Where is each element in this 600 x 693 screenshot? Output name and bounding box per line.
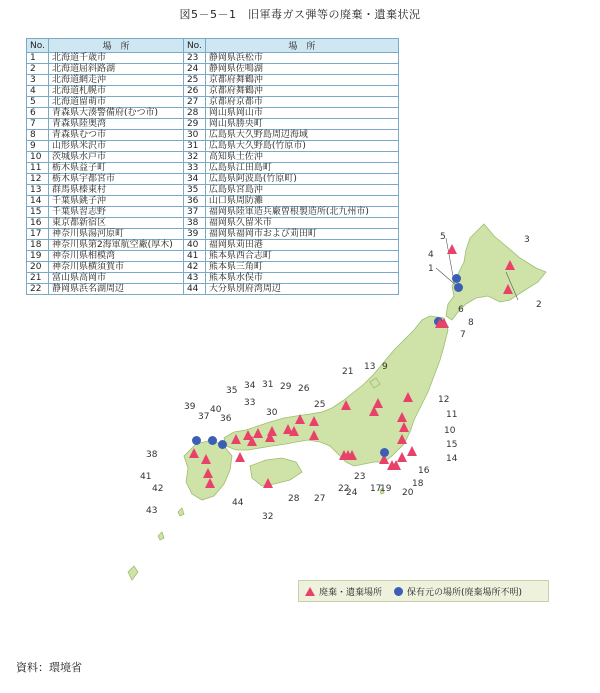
marker-number-label: 25 [314, 400, 326, 410]
left-place: 栃木県益子町 [48, 163, 183, 174]
disposal-site-marker [309, 416, 319, 426]
right-number: 33 [183, 163, 205, 174]
holding-site-marker [454, 283, 463, 292]
disposal-site-marker [231, 434, 241, 444]
right-place: 広島県阿波島(竹原町) [205, 174, 398, 185]
left-place: 北海道網走沖 [48, 75, 183, 86]
header-no-left: No. [27, 39, 49, 53]
table-row [27, 152, 399, 163]
holding-site-marker [218, 440, 227, 449]
disposal-site-marker [235, 452, 245, 462]
marker-number-label: 11 [446, 410, 458, 420]
right-number: 40 [183, 240, 205, 251]
marker-number-label: 9 [382, 362, 388, 372]
right-place: 高知県土佐沖 [205, 152, 398, 163]
left-place: 千葉県銚子沖 [48, 196, 183, 207]
location-table [26, 38, 399, 295]
marker-number-label: 37 [198, 412, 210, 422]
disposal-site-marker [265, 432, 275, 442]
table-row [27, 218, 399, 229]
header-place-left: 場 所 [48, 39, 183, 53]
disposal-site-marker [505, 260, 515, 270]
right-number: 27 [183, 97, 205, 108]
marker-number-label: 38 [146, 450, 158, 460]
figure-title: 図5－5－1 旧軍毒ガス弾等の廃棄・遺棄状況 [179, 8, 421, 21]
left-number: 19 [27, 251, 49, 262]
disposal-site-marker [369, 406, 379, 416]
marker-number-label: 19 [380, 484, 392, 494]
left-number: 6 [27, 108, 49, 119]
table-row [27, 64, 399, 75]
marker-number-label: 22 [338, 484, 350, 494]
left-place: 栃木県宇都宮市 [48, 174, 183, 185]
left-place: 青森県陸奥湾 [48, 119, 183, 130]
disposal-site-marker [309, 430, 319, 440]
disposal-site-marker [295, 414, 305, 424]
table-row [27, 108, 399, 119]
table-row [27, 163, 399, 174]
right-place: 広島県大久野島周辺海域 [205, 130, 398, 141]
left-place: 神奈川県相模湾 [48, 251, 183, 262]
marker-number-label: 29 [280, 382, 292, 392]
left-place: 千葉県習志野 [48, 207, 183, 218]
left-place: 静岡県浜名湖周辺 [48, 284, 183, 295]
marker-number-label: 15 [446, 440, 458, 450]
right-number: 37 [183, 207, 205, 218]
left-place: 東京都新宿区 [48, 218, 183, 229]
disposal-site-marker [341, 400, 351, 410]
marker-number-label: 2 [536, 300, 542, 310]
left-place: 神奈川県湯河原町 [48, 229, 183, 240]
legend-disposal-label: 廃棄・遺棄場所 [319, 587, 383, 598]
right-number: 28 [183, 108, 205, 119]
left-place: 富山県高岡市 [48, 273, 183, 284]
right-number: 26 [183, 86, 205, 97]
marker-number-label: 23 [354, 472, 366, 482]
left-place: 青森県むつ市 [48, 130, 183, 141]
holding-site-marker [192, 436, 201, 445]
disposal-site-marker [397, 434, 407, 444]
marker-number-label: 43 [146, 506, 158, 516]
table-row [27, 196, 399, 207]
right-number: 35 [183, 185, 205, 196]
right-place: 山口県周防灘 [205, 196, 398, 207]
amami-island [158, 532, 164, 540]
marker-number-label: 1 [428, 264, 434, 274]
right-place: 福岡県陸軍造兵廠曽根製造所(北九州市) [205, 207, 398, 218]
right-number: 34 [183, 174, 205, 185]
right-place: 広島県大久野島(竹原市) [205, 141, 398, 152]
table-row [27, 119, 399, 130]
right-number: 38 [183, 218, 205, 229]
holding-site-marker [452, 274, 461, 283]
holding-site-marker [208, 436, 217, 445]
disposal-site-marker [403, 392, 413, 402]
marker-number-label: 18 [412, 479, 424, 489]
marker-number-label: 44 [232, 498, 244, 508]
left-number: 14 [27, 196, 49, 207]
marker-number-label: 13 [364, 362, 376, 372]
marker-number-label: 7 [460, 330, 466, 340]
disposal-site-marker [263, 478, 273, 488]
table-row [27, 251, 399, 262]
shikoku [250, 458, 302, 486]
left-number: 2 [27, 64, 49, 75]
table-row [27, 174, 399, 185]
disposal-site-marker [203, 468, 213, 478]
left-place: 群馬県榛東村 [48, 185, 183, 196]
left-number: 4 [27, 86, 49, 97]
marker-number-label: 16 [418, 466, 430, 476]
right-number: 31 [183, 141, 205, 152]
right-place: 京都府舞鶴沖 [205, 86, 398, 97]
disposal-site-marker [397, 412, 407, 422]
left-number: 5 [27, 97, 49, 108]
honshu [224, 316, 448, 466]
right-number: 43 [183, 273, 205, 284]
table-row [27, 86, 399, 97]
left-number: 3 [27, 75, 49, 86]
marker-number-label: 42 [152, 484, 164, 494]
disposal-site-marker [391, 460, 401, 470]
right-place: 熊本県三角町 [205, 262, 398, 273]
right-place: 京都府舞鶴沖 [205, 75, 398, 86]
marker-number-label: 30 [266, 408, 278, 418]
left-number: 11 [27, 163, 49, 174]
table-row [27, 185, 399, 196]
left-number: 7 [27, 119, 49, 130]
left-place: 茨城県水戸市 [48, 152, 183, 163]
marker-number-label: 17 [370, 484, 382, 494]
left-number: 1 [27, 53, 49, 64]
marker-number-label: 21 [342, 367, 354, 377]
disposal-site-marker [189, 448, 199, 458]
marker-number-label: 31 [262, 380, 274, 390]
right-place: 広島県江田島町 [205, 163, 398, 174]
marker-number-label: 14 [446, 454, 458, 464]
right-number: 30 [183, 130, 205, 141]
marker-number-label: 26 [298, 384, 310, 394]
marker-number-label: 27 [314, 494, 326, 504]
header-no-right: No. [183, 39, 205, 53]
right-place: 大分県別府湾周辺 [205, 284, 398, 295]
table-header-row [27, 39, 399, 53]
right-number: 36 [183, 196, 205, 207]
circle-marker-icon [394, 587, 403, 596]
table-row [27, 284, 399, 295]
marker-number-label: 32 [262, 512, 274, 522]
right-place: 静岡県佐鳴湖 [205, 64, 398, 75]
right-place: 熊本県水俣市 [205, 273, 398, 284]
left-number: 13 [27, 185, 49, 196]
triangle-marker-icon [305, 587, 315, 596]
table-row [27, 130, 399, 141]
right-place: 岡山県岡山市 [205, 108, 398, 119]
table-row [27, 229, 399, 240]
source-note: 資料：環境省 [16, 661, 82, 674]
right-place: 福岡県苅田港 [205, 240, 398, 251]
right-number: 41 [183, 251, 205, 262]
header-place-right: 場 所 [205, 39, 398, 53]
left-number: 12 [27, 174, 49, 185]
tanegashima-island [178, 508, 184, 516]
okinawa [128, 566, 138, 580]
right-place: 静岡県浜松市 [205, 53, 398, 64]
disposal-site-marker [205, 478, 215, 488]
right-number: 44 [183, 284, 205, 295]
right-place: 岡山県勝央町 [205, 119, 398, 130]
marker-number-label: 10 [444, 426, 456, 436]
right-number: 32 [183, 152, 205, 163]
right-number: 23 [183, 53, 205, 64]
marker-number-label: 35 [226, 386, 238, 396]
left-place: 北海道留萌市 [48, 97, 183, 108]
marker-number-label: 12 [438, 395, 450, 405]
left-place: 青森県大湊警備府(むつ市) [48, 108, 183, 119]
marker-number-label: 3 [524, 235, 530, 245]
right-number: 25 [183, 75, 205, 86]
left-number: 8 [27, 130, 49, 141]
left-number: 21 [27, 273, 49, 284]
table-row [27, 141, 399, 152]
legend-holding-label: 保有元の場所(廃棄場所不明) [407, 587, 523, 598]
right-place: 福岡県久留米市 [205, 218, 398, 229]
marker-number-label: 40 [210, 405, 222, 415]
left-number: 9 [27, 141, 49, 152]
right-number: 42 [183, 262, 205, 273]
marker-number-label: 24 [346, 488, 358, 498]
left-number: 15 [27, 207, 49, 218]
disposal-site-marker [399, 422, 409, 432]
marker-number-label: 4 [428, 250, 434, 260]
left-number: 16 [27, 218, 49, 229]
map-legend [298, 580, 549, 602]
right-number: 29 [183, 119, 205, 130]
marker-number-label: 36 [220, 414, 232, 424]
left-place: 神奈川県第2海軍航空廠(厚木) [48, 240, 183, 251]
table-row [27, 207, 399, 218]
marker-number-label: 20 [402, 488, 414, 498]
left-place: 山形県米沢市 [48, 141, 183, 152]
table-row [27, 273, 399, 284]
right-place: 広島県宮島沖 [205, 185, 398, 196]
disposal-site-marker [243, 430, 253, 440]
disposal-site-marker [283, 424, 293, 434]
disposal-site-marker [407, 446, 417, 456]
disposal-site-marker [503, 284, 513, 294]
right-number: 39 [183, 229, 205, 240]
table-row [27, 240, 399, 251]
disposal-site-marker [347, 450, 357, 460]
left-number: 10 [27, 152, 49, 163]
marker-number-label: 41 [140, 472, 152, 482]
left-place: 北海道千歳市 [48, 53, 183, 64]
right-place: 福岡県福岡市および苅田町 [205, 229, 398, 240]
location-table-body [27, 53, 399, 295]
left-number: 22 [27, 284, 49, 295]
disposal-site-marker [447, 244, 457, 254]
disposal-site-marker [201, 454, 211, 464]
table-row [27, 75, 399, 86]
left-number: 18 [27, 240, 49, 251]
left-place: 北海道屈斜路湖 [48, 64, 183, 75]
holding-site-marker [380, 448, 389, 457]
table-row [27, 262, 399, 273]
marker-number-label: 33 [244, 398, 256, 408]
right-place: 熊本県西合志町 [205, 251, 398, 262]
right-place: 京都府京都市 [205, 97, 398, 108]
left-place: 北海道札幌市 [48, 86, 183, 97]
marker-number-label: 34 [244, 381, 256, 391]
table-row [27, 97, 399, 108]
left-number: 20 [27, 262, 49, 273]
left-number: 17 [27, 229, 49, 240]
left-place: 神奈川県横須賀市 [48, 262, 183, 273]
marker-number-label: 28 [288, 494, 300, 504]
marker-number-label: 8 [468, 318, 474, 328]
right-number: 24 [183, 64, 205, 75]
disposal-site-marker [439, 318, 449, 328]
marker-number-label: 5 [440, 232, 446, 242]
marker-number-label: 6 [458, 305, 464, 315]
marker-number-label: 39 [184, 402, 196, 412]
table-row [27, 53, 399, 64]
